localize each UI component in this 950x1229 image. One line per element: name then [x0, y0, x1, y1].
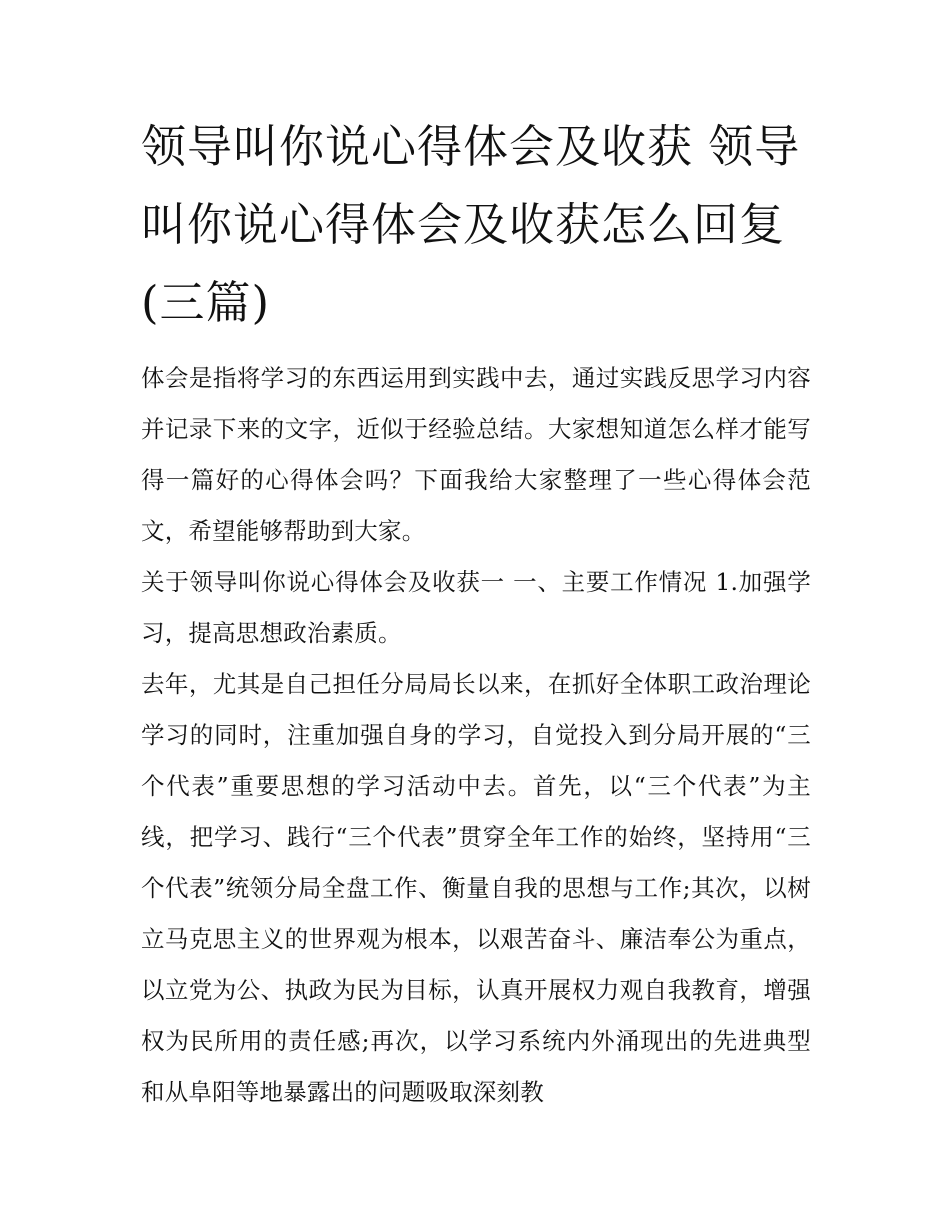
intro-paragraph: 体会是指将学习的东西运用到实践中去，通过实践反思学习内容并记录下来的文字，近似于经验总结。大家想知道怎么样才能写得一篇好的心得体会吗？下面我给大家整理了一些心得体会范文，希望能够帮助到大家。 [141, 364, 811, 545]
document-title: 领导叫你说心得体会及收获 领导叫你说心得体会及收获怎么回复(三篇) [141, 120, 801, 329]
body-paragraph: 去年，尤其是自己担任分局局长以来，在抓好全体职工政治理论学习的同时，注重加强自身的学习，自觉投入到分局开展的“三个代表”重要思想的学习活动中去。首先，以“三个代表”为主线，把学习、践行“三个代表”贯穿全年工作的始终，坚持用“三个代表”统领分局全盘工作、衡量自我的思想与工作;其次，以树立马克思主义的世界观为根本，以艰苦奋斗、廉洁奉公为重点，以立党为公、执政为民为目标，认真开展权力观自我教育，增强权为民所用的责任感;再次，以学习系统内外涌现出的先进典型和从阜阳等地暴露出的问题吸取深刻教 [141, 670, 811, 1106]
document-content [141, 108, 811, 1118]
section-heading-paragraph: 关于领导叫你说心得体会及收获一 一、主要工作情况 1.加强学习，提高思想政治素质。 [141, 568, 811, 647]
